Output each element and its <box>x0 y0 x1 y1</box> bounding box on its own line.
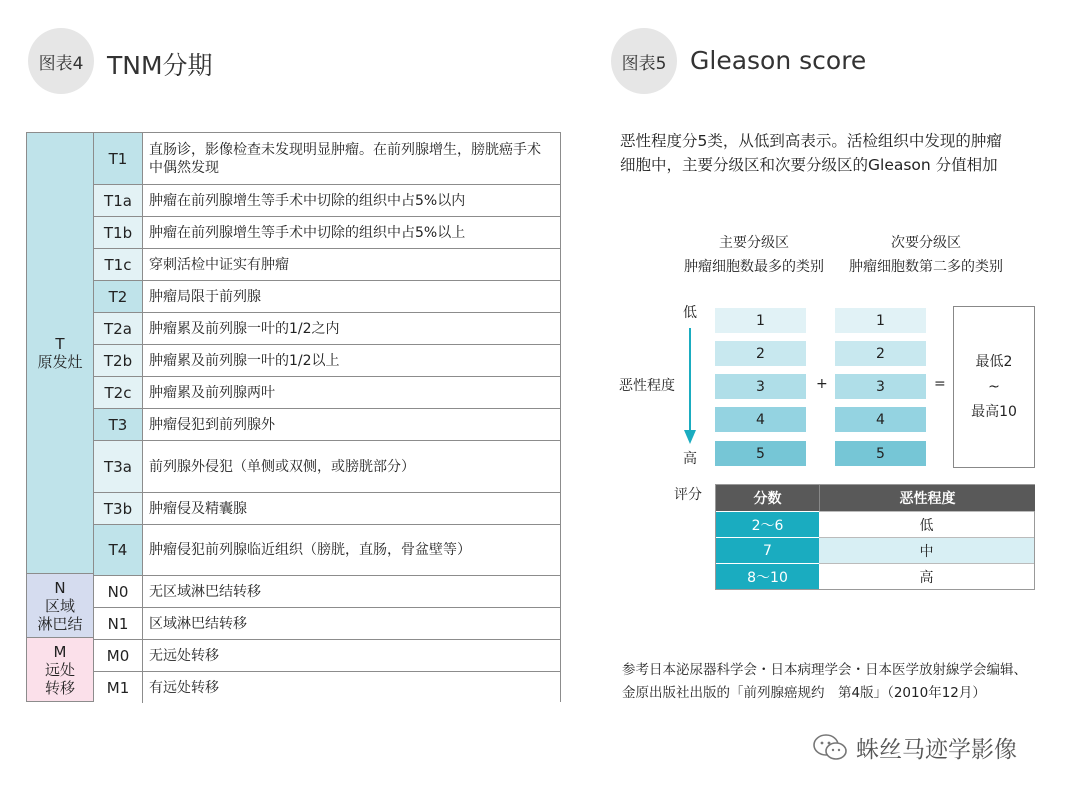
axis-high-label: 高 <box>683 451 697 467</box>
secondary-grade-title: 次要分级区 <box>891 235 961 251</box>
tnm-code-t2a: T2a <box>94 313 143 345</box>
score-table <box>715 484 1035 590</box>
primary-grade-sub: 肿瘤细胞数最多的类别 <box>684 259 824 275</box>
category-m-letter: M <box>53 642 67 661</box>
reference-note <box>622 659 1027 705</box>
category-t <box>27 133 94 574</box>
axis-low-label: 低 <box>683 305 697 321</box>
tnm-desc-t3b: 肿瘤侵及精囊腺 <box>143 493 560 525</box>
score-tilde: ~ <box>988 378 1000 395</box>
primary-grade-label <box>672 231 836 279</box>
score-level-1: 中 <box>819 537 1034 563</box>
equals-sign: = <box>934 376 946 392</box>
tnm-desc-t1b: 肿瘤在前列腺增生等手术中切除的组织中占5%以上 <box>143 217 560 249</box>
tnm-desc-n0: 无区域淋巴结转移 <box>143 576 560 608</box>
tnm-desc-t1a: 肿瘤在前列腺增生等手术中切除的组织中占5%以内 <box>143 185 560 217</box>
score-level-0: 低 <box>819 511 1034 537</box>
category-n <box>27 574 94 638</box>
plus-sign: + <box>816 376 828 392</box>
tnm-desc-n1: 区域淋巴结转移 <box>143 608 560 640</box>
gleason-intro-line-2: 细胞中，主要分级区和次要分级区的Gleason 分值相加 <box>620 156 998 174</box>
tnm-code-t1b: T1b <box>94 217 143 249</box>
category-m <box>27 638 94 701</box>
primary-grade-1: 1 <box>715 308 806 333</box>
score-max: 最高10 <box>971 403 1017 420</box>
score-min: 最低2 <box>975 353 1013 370</box>
score-label: 评分 <box>674 487 702 503</box>
primary-grade-5: 5 <box>715 441 806 466</box>
reference-line-2: 金原出版社出版的「前列腺癌规约 第4版」（2010年12月） <box>622 685 986 701</box>
reference-line-1: 参考日本泌尿器科学会・日本病理学会・日本医学放射線学会编辑、 <box>622 662 1027 678</box>
primary-grade-4: 4 <box>715 407 806 432</box>
tnm-desc-t3a: 前列腺外侵犯（单侧或双侧，或膀胱部分） <box>143 441 560 493</box>
primary-grade-title: 主要分级区 <box>719 235 789 251</box>
secondary-grade-sub: 肿瘤细胞数第二多的类别 <box>849 259 1003 275</box>
gleason-intro-line-1: 恶性程度分5类，从低到高表示。活检组织中发现的肿瘤 <box>620 132 1002 150</box>
tnm-desc-t1c: 穿刺活检中证实有肿瘤 <box>143 249 560 281</box>
category-t-letter: T <box>55 335 65 353</box>
score-header-severity: 恶性程度 <box>819 485 1035 511</box>
category-m-label-1: 远处 <box>44 660 75 679</box>
tnm-code-t4: T4 <box>94 525 143 576</box>
tnm-code-t3b: T3b <box>94 493 143 525</box>
secondary-grade-label <box>836 231 1016 279</box>
tnm-desc-t3: 肿瘤侵犯到前列腺外 <box>143 409 560 441</box>
tnm-code-t1c: T1c <box>94 249 143 281</box>
tnm-code-t2c: T2c <box>94 377 143 409</box>
gleason-intro <box>620 129 1050 177</box>
tnm-table <box>26 132 561 702</box>
category-m-label-2: 转移 <box>44 678 75 697</box>
score-range-2: 8～10 <box>716 563 819 589</box>
secondary-grade-5: 5 <box>835 441 926 466</box>
tnm-code-n0: N0 <box>94 576 143 608</box>
tnm-code-n1: N1 <box>94 608 143 640</box>
secondary-grade-2: 2 <box>835 341 926 366</box>
tnm-desc-t2a: 肿瘤累及前列腺一叶的1/2之内 <box>143 313 560 345</box>
secondary-grade-3: 3 <box>835 374 926 399</box>
tnm-code-t3: T3 <box>94 409 143 441</box>
primary-grade-3: 3 <box>715 374 806 399</box>
score-range-box <box>953 306 1035 468</box>
category-n-letter: N <box>54 578 66 597</box>
tnm-desc-m0: 无远处转移 <box>143 640 560 672</box>
tnm-code-t2b: T2b <box>94 345 143 377</box>
score-header-score: 分数 <box>716 485 819 511</box>
score-level-2: 高 <box>819 563 1034 589</box>
score-range-0: 2～6 <box>716 511 819 537</box>
tnm-desc-t1: 直肠诊，影像检查未发现明显肿瘤。在前列腺增生，膀胱癌手术中偶然发现 <box>143 133 560 185</box>
category-n-label-2: 淋巴结 <box>37 614 83 633</box>
tnm-code-t2: T2 <box>94 281 143 313</box>
tnm-title: TNM分期 <box>107 51 213 80</box>
figure-4-badge: 图表4 <box>28 28 94 94</box>
tnm-desc-t4: 肿瘤侵犯前列腺临近组织（膀胱，直肠，骨盆壁等） <box>143 525 560 576</box>
tnm-desc-t2b: 肿瘤累及前列腺一叶的1/2以上 <box>143 345 560 377</box>
tnm-desc-t2: 肿瘤局限于前列腺 <box>143 281 560 313</box>
tnm-desc-m1: 有远处转移 <box>143 672 560 703</box>
secondary-grade-4: 4 <box>835 407 926 432</box>
severity-arrow-icon <box>682 328 698 446</box>
tnm-code-m0: M0 <box>94 640 143 672</box>
tnm-code-t1a: T1a <box>94 185 143 217</box>
secondary-grade-1: 1 <box>835 308 926 333</box>
gleason-title: Gleason score <box>690 46 867 75</box>
primary-grade-2: 2 <box>715 341 806 366</box>
watermark <box>812 731 1017 764</box>
tnm-desc-t2c: 肿瘤累及前列腺两叶 <box>143 377 560 409</box>
category-n-label-1: 区域 <box>44 596 75 615</box>
watermark-text: 蛛丝马迹学影像 <box>856 737 1017 763</box>
category-t-label: 原发灶 <box>37 353 83 371</box>
figure-5-badge: 图表5 <box>611 28 677 94</box>
axis-severity-label: 恶性程度 <box>619 378 675 394</box>
wechat-icon <box>812 733 848 763</box>
tnm-code-t3a: T3a <box>94 441 143 493</box>
tnm-code-t1: T1 <box>94 133 143 185</box>
score-range-1: 7 <box>716 537 819 563</box>
tnm-code-m1: M1 <box>94 672 143 703</box>
